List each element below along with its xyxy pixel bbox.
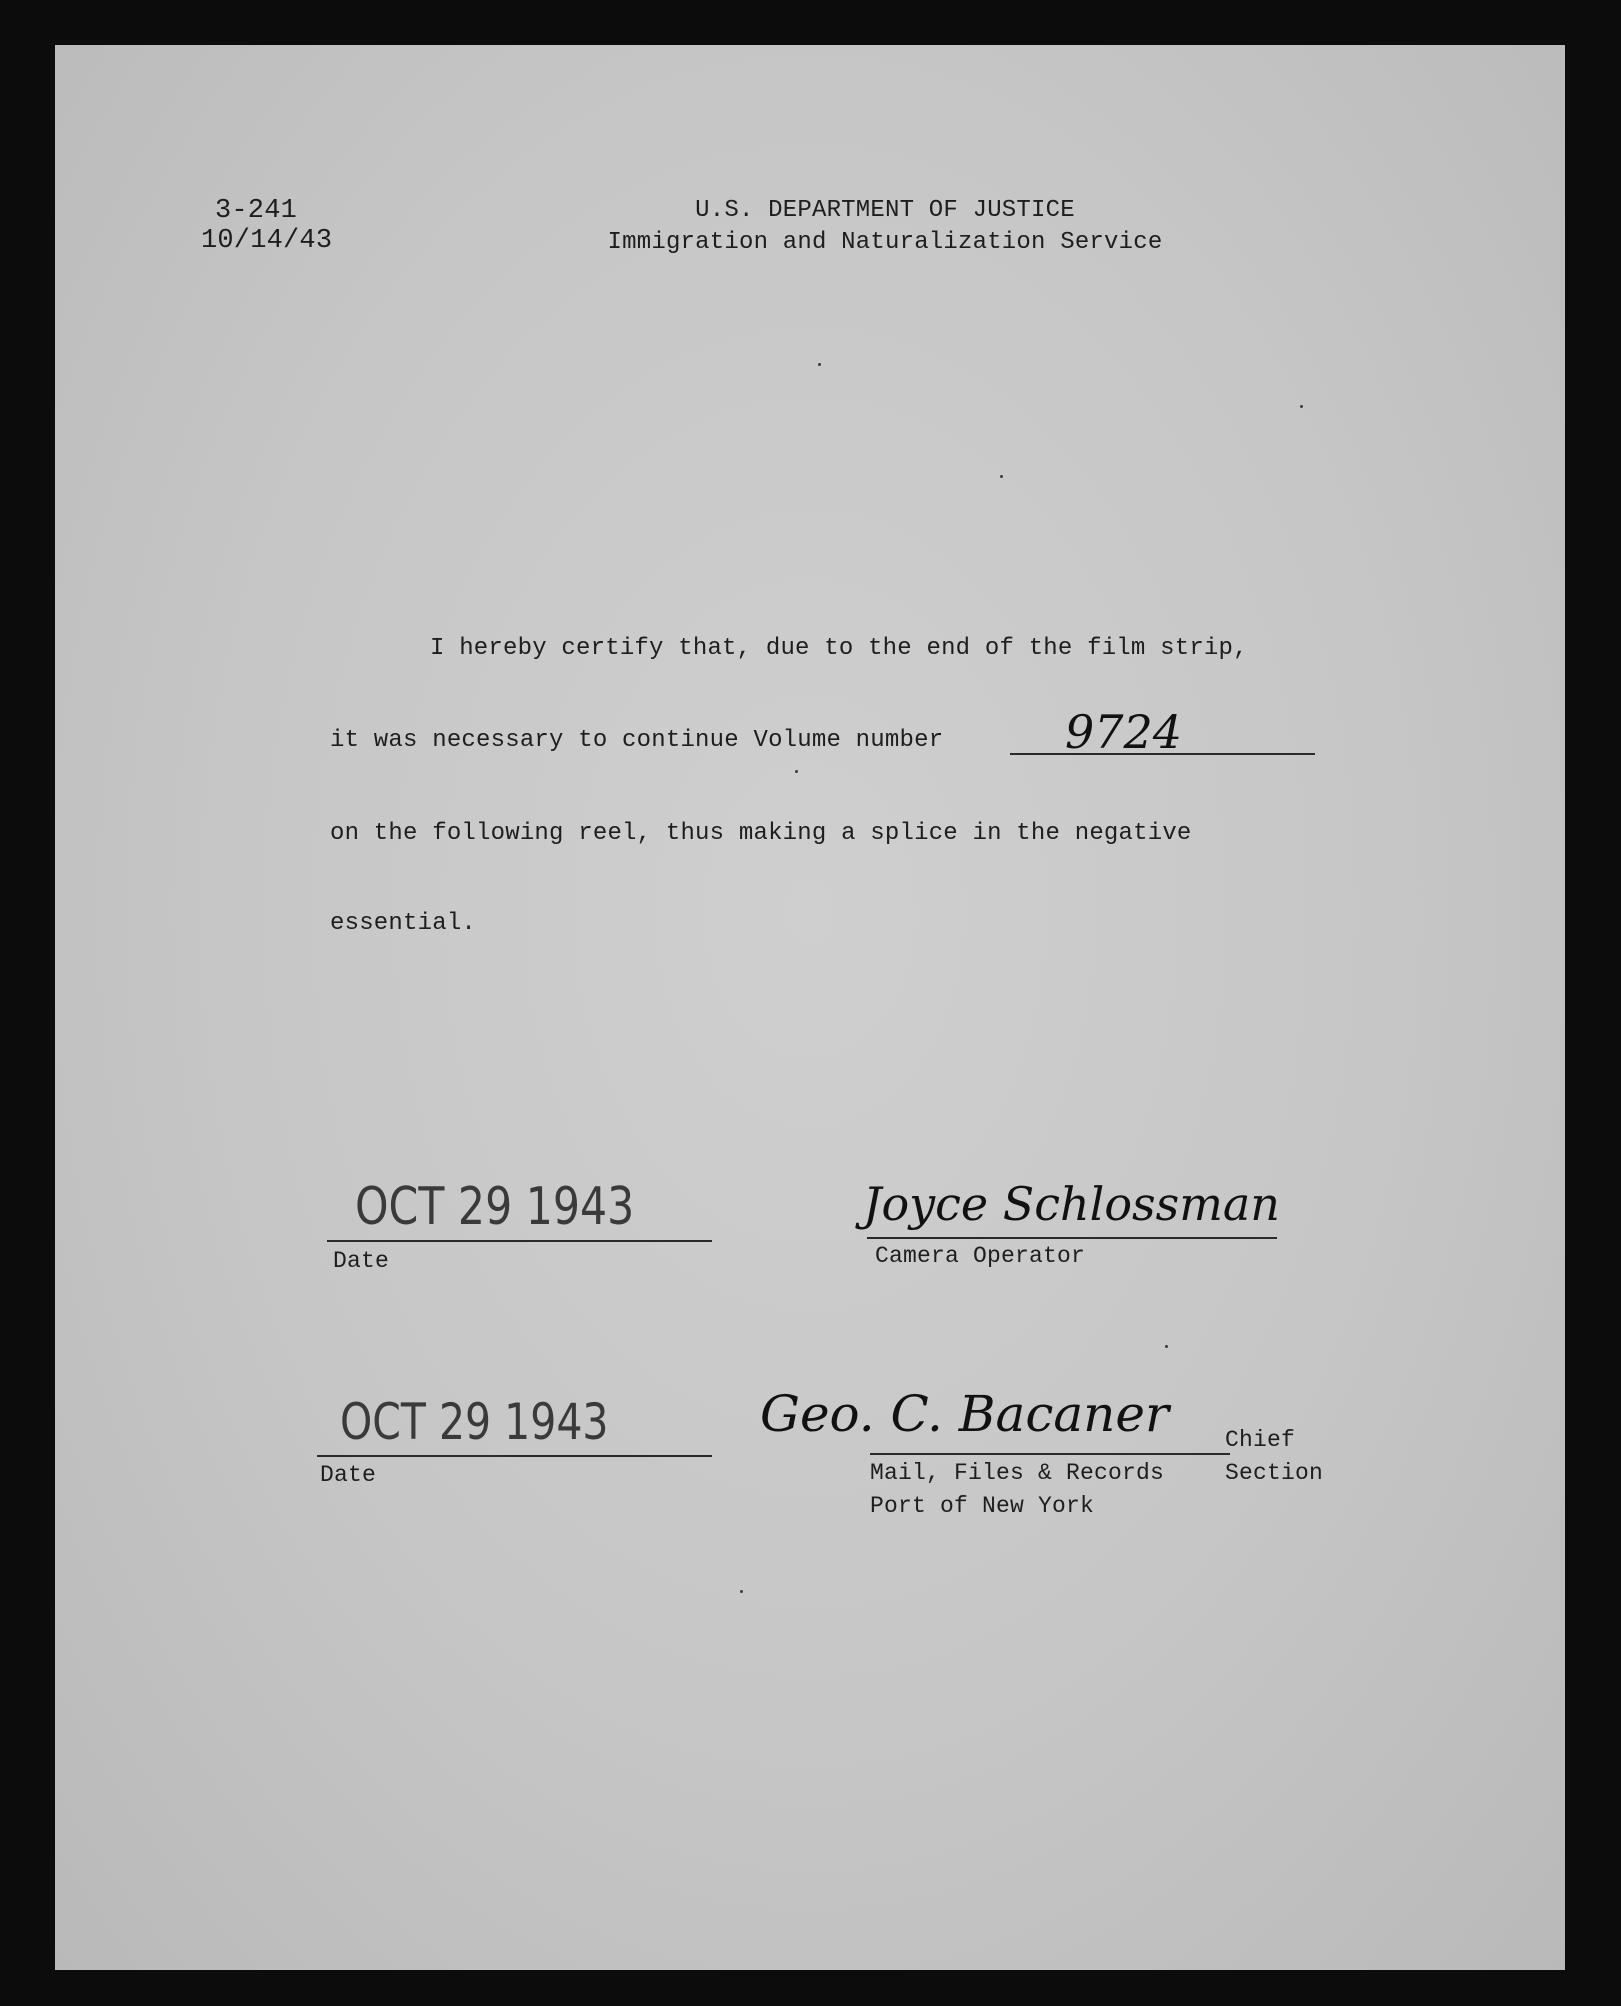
agency-heading: U.S. DEPARTMENT OF JUSTICE [695, 197, 1075, 224]
chief-title-chief: Chief [1225, 1427, 1296, 1453]
camera-operator-date-line [327, 1240, 712, 1242]
chief-date-stamp: OCT 29 1943 [340, 1393, 609, 1451]
chief-title-section: Section [1225, 1460, 1324, 1486]
service-heading: Immigration and Naturalization Service [607, 229, 1163, 256]
chief-date-label: Date [320, 1462, 377, 1488]
camera-operator-signature-line [867, 1237, 1277, 1239]
document-page [55, 45, 1565, 1970]
camera-operator-date-label: Date [333, 1248, 390, 1274]
chief-title-line-2: Port of New York [870, 1493, 1095, 1519]
camera-operator-date-stamp: OCT 29 1943 [355, 1177, 635, 1237]
form-date: 10/14/43 [201, 226, 333, 256]
form-number: 3-241 [215, 196, 298, 226]
camera-operator-title: Camera Operator [875, 1243, 1086, 1269]
camera-operator-signature: Joyce Schlossman [863, 1177, 1280, 1231]
scan-speck [1300, 405, 1303, 408]
certification-line-4: essential. [330, 910, 477, 937]
scan-speck [795, 770, 798, 773]
certification-line-3: on the following reel, thus making a splice in the negative [330, 820, 1192, 847]
certification-line-1: I hereby certify that, due to the end of the film strip, [430, 635, 1248, 662]
scan-speck [818, 363, 821, 366]
chief-title-line-1: Mail, Files & Records [870, 1460, 1165, 1486]
scan-speck [740, 1590, 743, 1593]
scan-speck [1000, 475, 1003, 478]
chief-signature-line [870, 1453, 1230, 1455]
chief-date-line [317, 1455, 712, 1457]
certification-line-2: it was necessary to continue Volume number [330, 727, 944, 754]
scan-speck [1165, 1345, 1168, 1348]
chief-signature: Geo. C. Bacaner [760, 1385, 1169, 1443]
volume-number: 9724 [1065, 705, 1183, 759]
